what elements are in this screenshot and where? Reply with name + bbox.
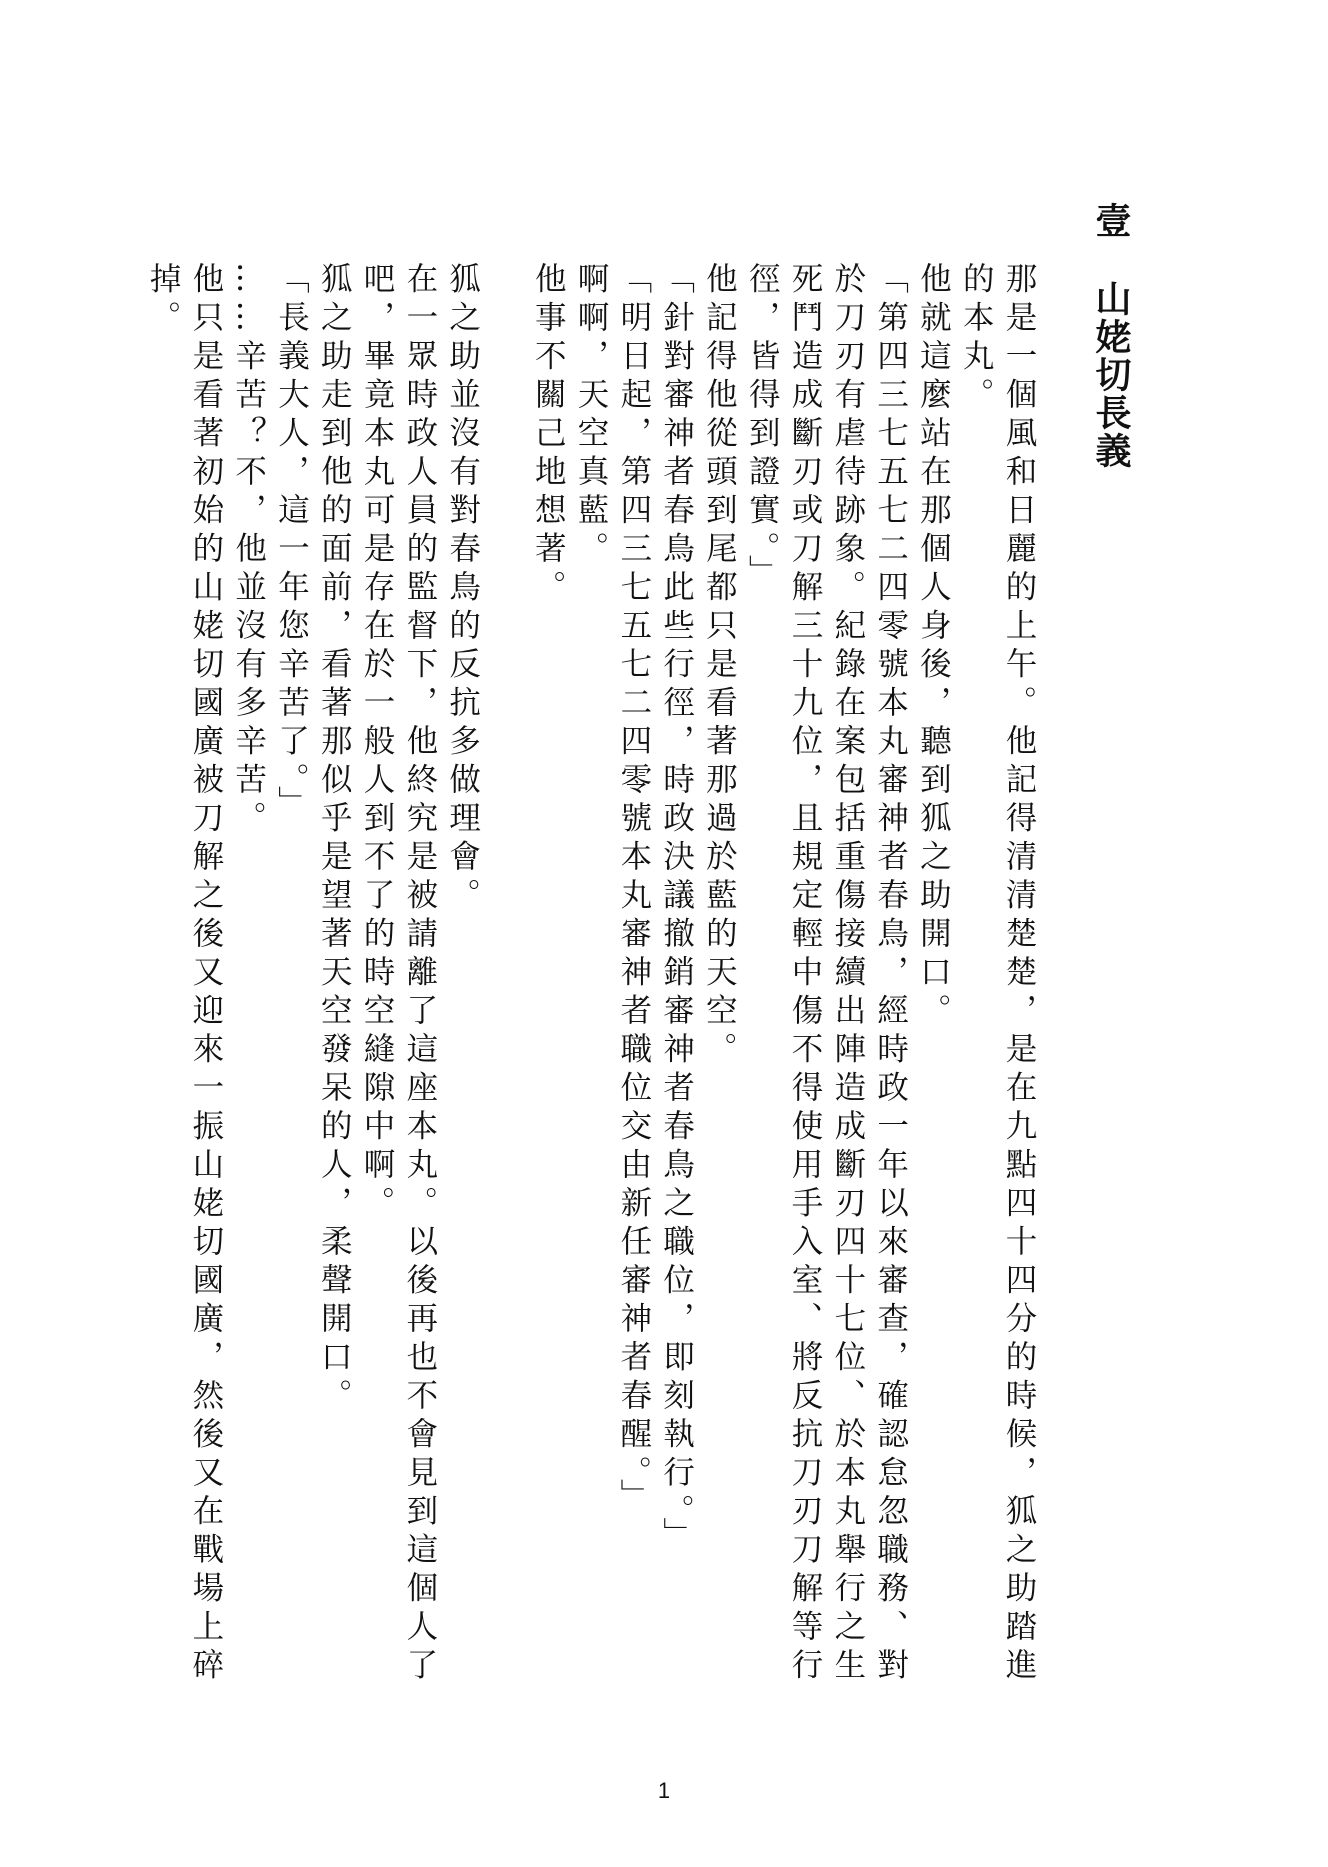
paragraph: 狐之助走到他的面前，看著那似乎是望著天空發呆的人，柔聲開口。: [316, 262, 353, 1417]
chapter-title: [1087, 202, 1135, 502]
paragraph: 他事不關己地想著。: [530, 262, 567, 609]
paragraph: 那是一個風和日麗的上午。他記得清清楚楚，是在九點四十四分的時候，狐之助踏進的本丸。: [958, 262, 1037, 1687]
section-break: [484, 262, 527, 1722]
paragraph: 他就這麼站在那個人身後，聽到狐之助開口。: [915, 262, 952, 1032]
paragraph: 他只是看著初始的山姥切國廣被刀解之後又迎來一振山姥切國廣，然後又在戰場上碎掉。: [145, 262, 224, 1687]
paragraph: ……辛苦？不，他並沒有多辛苦。: [230, 262, 267, 840]
page-number: 1: [657, 1778, 671, 1803]
paragraph: 啊啊，天空真藍。: [573, 262, 610, 570]
chapter-number: 壹: [1090, 202, 1132, 240]
paragraph: 「明日起，第四三七五七二四零號本丸審神者職位交由新任審神者春醒。」: [615, 262, 652, 1517]
paragraph: 「第四三七五七二四零號本丸審神者春鳥，經時政一年以來審查，確認怠忽職務、對於刀刃有虐待跡象。紀錄在案包括重傷接續出陣造成斷刃四十七位、於本丸舉行之生死鬥造成斷刃或刀解三十九位，且規定輕中傷不得使用手入室、將反抗刀刃刀解等行徑，皆得到證實。」: [744, 262, 909, 1687]
paragraph: 他記得他從頭到尾都只是看著那過於藍的天空。: [701, 262, 738, 1071]
paragraph: 在一眾時政人員的監督下，他終究是被請離了這座本丸。以後再也不會見到這個人了吧，畢竟本丸可是存在於一般人到不了的時空縫隙中啊。: [359, 262, 438, 1687]
paragraph: 狐之助並沒有對春鳥的反抗多做理會。: [444, 262, 481, 917]
paragraph: 「針對審神者春鳥此些行徑，時政決議撤銷審神者春鳥之職位，即刻執行。」: [658, 262, 695, 1556]
chapter-name: 山姥切長義: [1090, 280, 1132, 470]
body-text: [145, 262, 1040, 1722]
paragraph: 「長義大人，這一年您辛苦了。」: [273, 262, 310, 824]
